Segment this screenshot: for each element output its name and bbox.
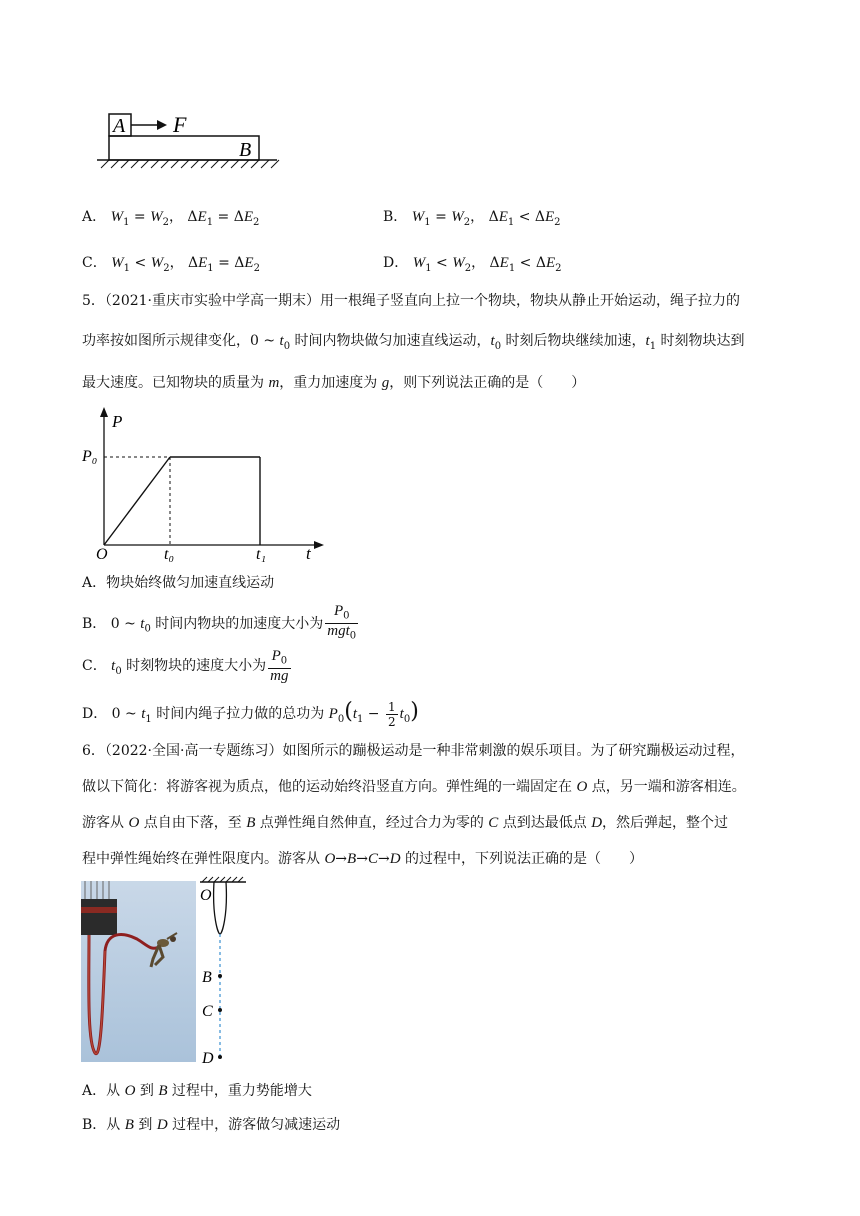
bungee-photo bbox=[81, 881, 196, 1062]
q5-option-d: D． 0 ~ $t_1$ 时间内绳子拉力做的总功为 $P_0(t_1$ − $\frac{1}{2}$ $t_0$) bbox=[82, 699, 419, 729]
power-time-graph bbox=[80, 405, 340, 565]
platform bbox=[81, 899, 117, 935]
bungee-diagram bbox=[198, 876, 248, 1066]
q6-stem-line1: 6．（2022·全国·高一专题练习）如图所示的蹦极运动是一种非常刺激的娱乐项目。为了研究蹦极运动过程， bbox=[82, 743, 745, 759]
graph-origin: O bbox=[96, 546, 108, 563]
label-a: A bbox=[113, 115, 126, 137]
q4-option-b: B． $W_1 = W_2$， $\Delta E_1 < \Delta E_2$ bbox=[383, 209, 561, 228]
graph-t1: t₁ bbox=[256, 546, 267, 563]
power-ramp bbox=[104, 457, 170, 545]
q6-option-a: A．从 O 到 B 过程中，重力势能增大 bbox=[82, 1083, 312, 1099]
graph-x-label: t bbox=[306, 544, 311, 563]
q5-stem-line1: 5．（2021·重庆市实验中学高一期末）用一根绳子竖直向上拉一个物块，物块从静止开始运动，绳子拉力的 bbox=[82, 293, 741, 309]
board-b bbox=[109, 136, 259, 160]
q5-source: （2021·重庆市实验中学高一期末） bbox=[104, 293, 321, 309]
point-c bbox=[218, 1008, 222, 1012]
q6-source: （2022·全国·高一专题练习） bbox=[104, 743, 283, 759]
graph-p0: P₀ bbox=[82, 448, 98, 465]
elastic-loop bbox=[214, 882, 227, 934]
q5-option-b: B． 0 ~ $t_0$ 时间内物块的加速度大小为 $\frac{P_0}{mgt_0}$ bbox=[82, 603, 357, 642]
label-d-point: D bbox=[202, 1050, 214, 1066]
label-f: F bbox=[173, 112, 187, 137]
q6-number: 6． bbox=[82, 743, 105, 759]
label-b: B bbox=[239, 139, 252, 161]
q5-stem-line3: 最大速度。已知物块的质量为 m，重力加速度为 g，则下列说法正确的是（ ） bbox=[82, 375, 586, 391]
q5-option-c: C． $t_0$ 时刻物块的速度大小为 $\frac{P_0}{mg}$ bbox=[82, 647, 289, 685]
label-o: O bbox=[200, 887, 212, 904]
label-b-point: B bbox=[202, 969, 212, 986]
q4-option-a: A． $W_1 = W_2$， $\Delta E_1 = \Delta E_2$ bbox=[82, 209, 260, 228]
graph-y-label: P bbox=[112, 412, 123, 431]
q6-option-b: B．从 B 到 D 过程中，游客做匀减速运动 bbox=[82, 1117, 341, 1133]
q6-stem-line3: 游客从 O 点自由下落，至 B 点弹性绳自然伸直，经过合力为零的 C 点到达最低点 D，然后弹起，整个过 bbox=[82, 815, 729, 831]
q5-stem-line2: 功率按如图所示规律变化，0 ~ $t_0$ 时间内物块做匀加速直线运动，$t_0$ 时刻后物块继续加速，$t_1$ 时刻物块达到 bbox=[82, 333, 745, 352]
q4-option-c: C． $W_1 < W_2$， $\Delta E_1 = \Delta E_2$ bbox=[82, 255, 260, 274]
q6-stem-line2: 做以下简化：将游客视为质点，他的运动始终沿竖直方向。弹性绳的一端固定在 O 点，另一端和游客相连。 bbox=[82, 779, 746, 795]
q6-stem-line4: 程中弹性绳始终在弹性限度内。游客从 O→B→C→D 的过程中，下列说法正确的是（ ） bbox=[82, 851, 643, 867]
q5-number: 5． bbox=[82, 293, 105, 309]
blocks-figure bbox=[95, 108, 295, 176]
q4-option-d: D． $W_1 < W_2$， $\Delta E_1 < \Delta E_2$ bbox=[383, 255, 562, 274]
point-b bbox=[218, 974, 222, 978]
graph-t0: t₀ bbox=[164, 546, 175, 563]
point-d bbox=[218, 1055, 222, 1059]
label-c-point: C bbox=[202, 1003, 213, 1020]
q5-option-a: A．物块始终做匀加速直线运动 bbox=[82, 575, 275, 591]
